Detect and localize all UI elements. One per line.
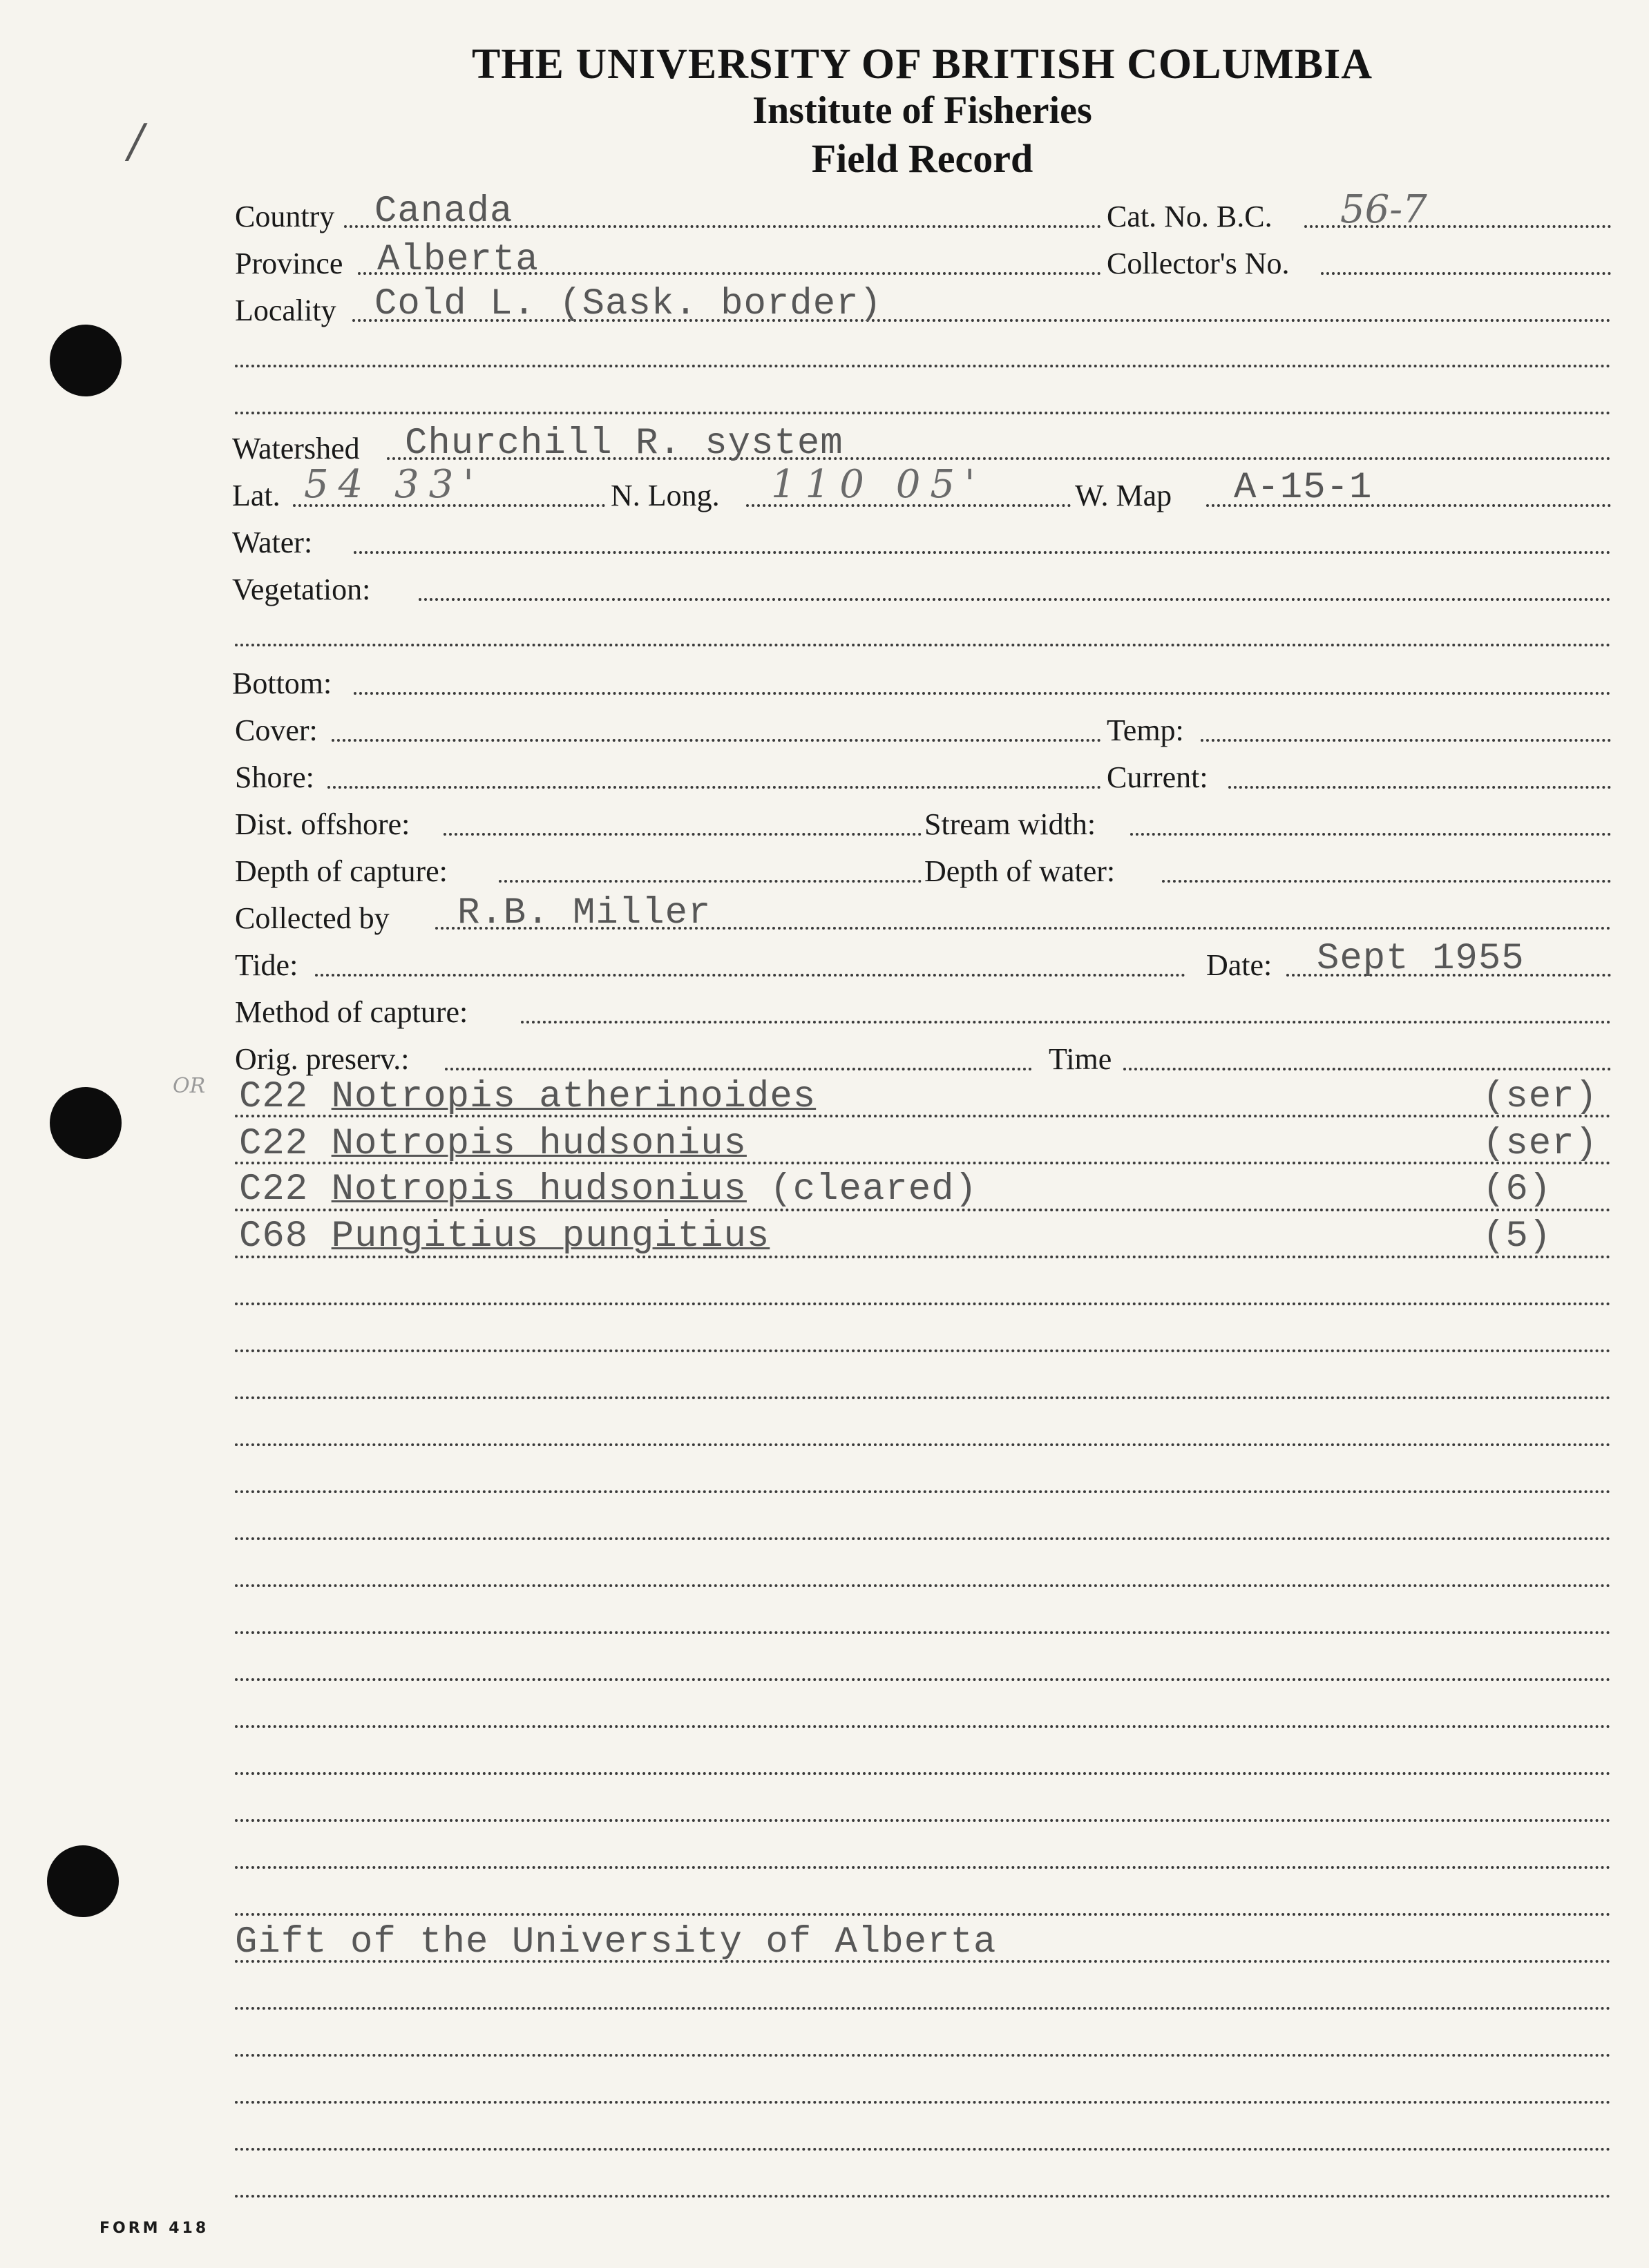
bottom-label: Bottom: [232, 666, 332, 700]
shore-label: Shore: [235, 760, 314, 794]
specimen-row [239, 1123, 747, 1165]
blank-line [235, 1913, 1611, 1916]
temp-line [1201, 739, 1611, 742]
depth-of-water-label: Depth of water: [924, 854, 1116, 888]
specimen-code: C22 [239, 1169, 309, 1211]
check-mark: / [128, 115, 144, 168]
time-line [1123, 1068, 1611, 1070]
blank-line [235, 1396, 1611, 1399]
lat-value: 54 33' [304, 462, 484, 507]
lat-label: Lat. [232, 479, 280, 512]
specimen-row [239, 1171, 978, 1209]
w-map-label: W. Map [1075, 479, 1172, 512]
map-value: A-15-1 [1234, 467, 1373, 509]
blank-line [235, 1772, 1611, 1775]
blank-line [235, 2195, 1611, 2198]
specimen-count: (6) [1483, 1169, 1552, 1211]
punch-hole [50, 325, 122, 396]
or-mark: OR [173, 1074, 206, 1098]
orig-preserv-label: Orig. preserv.: [235, 1042, 410, 1076]
cat-no-label: Cat. No. B.C. [1107, 200, 1273, 233]
record-title: Field Record [811, 136, 1033, 181]
blank-line [235, 1349, 1611, 1352]
depth-of-water-line [1162, 880, 1611, 883]
blank-line [235, 1443, 1611, 1446]
blank-line [235, 1537, 1611, 1540]
specimen-row [239, 1076, 817, 1118]
time-label: Time [1049, 1042, 1112, 1076]
temp-label: Temp: [1107, 713, 1184, 747]
dist-offshore-label: Dist. offshore: [235, 807, 410, 841]
date-value: Sept 1955 [1317, 938, 1525, 980]
punch-hole [50, 1087, 122, 1159]
province-value: Alberta [377, 239, 539, 281]
specimen-code: C22 [239, 1076, 309, 1118]
water-label: Water: [232, 526, 313, 559]
blank-line [235, 1490, 1611, 1493]
specimen-count: (ser) [1483, 1123, 1599, 1165]
blank-line [235, 412, 1611, 414]
current-label: Current: [1107, 760, 1208, 794]
blank-line [235, 1584, 1611, 1587]
cat-no-value: 56-7 [1340, 187, 1427, 232]
collected-by-value: R.B. Miller [457, 892, 712, 934]
specimen-count: (ser) [1483, 1076, 1599, 1118]
institute-title: Institute of Fisheries [752, 89, 1092, 132]
orig-preserv-line [445, 1068, 1032, 1070]
depth-of-capture-line [499, 880, 922, 883]
tide-line [315, 974, 1185, 977]
form-number: FORM 418 [99, 2220, 209, 2237]
method-of-capture-label: Method of capture: [235, 995, 468, 1029]
blank-line [235, 1725, 1611, 1728]
locality-label: Locality [235, 294, 336, 327]
watershed-label: Watershed [232, 432, 360, 465]
stream-width-label: Stream width: [924, 807, 1096, 841]
collectors-no-line [1321, 272, 1611, 275]
blank-line [235, 1866, 1611, 1869]
blank-line [235, 365, 1611, 367]
method-of-capture-line [521, 1021, 1611, 1024]
date-label: Date: [1206, 948, 1273, 982]
stream-width-line [1130, 833, 1611, 836]
blank-line [235, 1819, 1611, 1822]
remarks-value: Gift of the University of Alberta [235, 1921, 997, 1963]
blank-line [235, 1303, 1611, 1305]
vegetation-line [419, 598, 1611, 601]
specimen-code: C68 [239, 1215, 309, 1258]
specimen-note: (cleared) [770, 1169, 978, 1211]
watershed-value: Churchill R. system [405, 423, 843, 465]
country-label: Country [235, 200, 335, 233]
specimen-name: Pungitius pungitius [331, 1215, 770, 1258]
blank-line [235, 1678, 1611, 1681]
blank-line [235, 644, 1611, 646]
long-value: 110 05' [771, 462, 985, 507]
current-line [1228, 786, 1611, 789]
collectors-no-label: Collector's No. [1107, 247, 1290, 280]
punch-hole [47, 1845, 119, 1917]
n-long-label: N. Long. [611, 479, 720, 512]
blank-line [235, 1631, 1611, 1634]
dist-offshore-line [444, 833, 922, 836]
cover-line [332, 739, 1101, 742]
specimen-name: Notropis atherinoides [331, 1076, 817, 1118]
university-title: THE UNIVERSITY OF BRITISH COLUMBIA [471, 41, 1373, 88]
country-value: Canada [374, 191, 513, 233]
specimen-code: C22 [239, 1123, 309, 1165]
blank-line [235, 2101, 1611, 2104]
specimen-name: Notropis hudsonius [331, 1123, 747, 1165]
water-line [354, 551, 1611, 554]
specimen-name: Notropis hudsonius [331, 1169, 747, 1211]
specimen-row [239, 1215, 770, 1258]
specimen-count: (5) [1483, 1215, 1552, 1258]
cover-label: Cover: [235, 713, 318, 747]
collected-by-label: Collected by [235, 901, 390, 935]
province-label: Province [235, 247, 343, 280]
bottom-line [354, 692, 1611, 695]
blank-line [235, 2148, 1611, 2151]
vegetation-label: Vegetation: [232, 573, 371, 606]
shore-line [327, 786, 1101, 789]
blank-line [235, 2007, 1611, 2010]
locality-value: Cold L. (Sask. border) [374, 283, 882, 325]
depth-of-capture-label: Depth of capture: [235, 854, 448, 888]
blank-line [235, 2054, 1611, 2057]
tide-label: Tide: [235, 948, 298, 982]
